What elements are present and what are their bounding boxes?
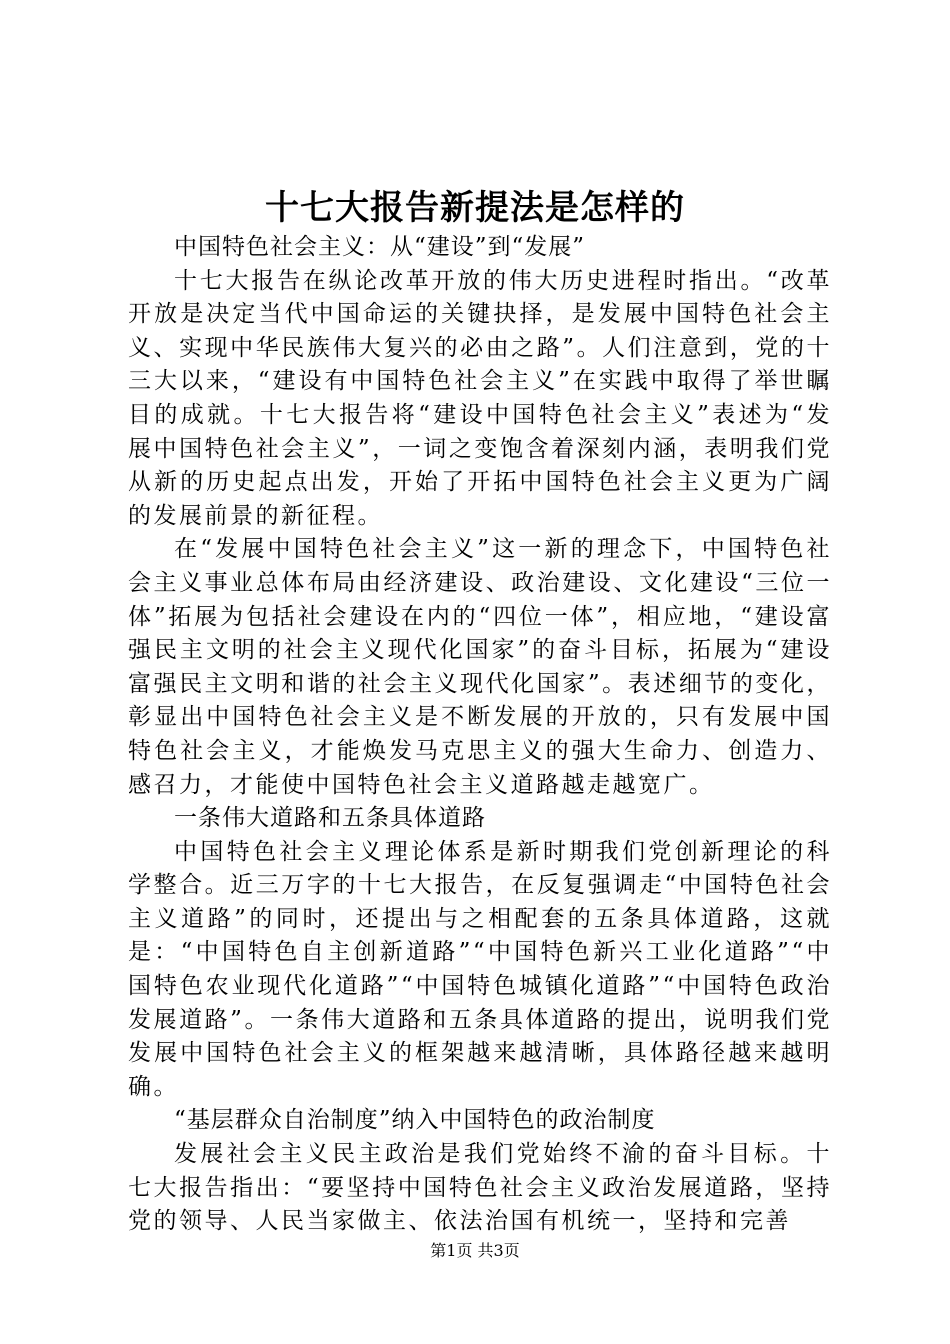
body-paragraph: 十七大报告在纵论改革开放的伟大历史进程时指出。“改革开放是决定当代中国命运的关键抉择，是发展中国特色社会主义、实现中华民族伟大复兴的必由之路”。人们注意到，党的十三大以来，“建设有中国特色社会主义”在实践中取得了举世瞩目的成就。十七大报告将“建设中国特色社会主义”表述为“发展中国特色社会主义”，一词之变饱含着深刻内涵，表明我们党从新的历史起点出发，开始了开拓中国特色社会主义更为广阔的发展前景的新征程。 <box>128 267 832 529</box>
document-body <box>128 231 832 1239</box>
body-paragraph: 在“发展中国特色社会主义”这一新的理念下，中国特色社会主义事业总体布局由经济建设、政治建设、文化建设“三位一体”拓展为包括社会建设在内的“四位一体”，相应地，“建设富强民主文明的社会主义现代化国家”的奋斗目标，拓展为“建设富强民主文明和谐的社会主义现代化国家”。表述细节的变化，彰显出中国特色社会主义是不断发展的开放的，只有发展中国特色社会主义，才能焕发马克思主义的强大生命力、创造力、感召力，才能使中国特色社会主义道路越走越宽广。 <box>128 536 832 798</box>
page-number: 第1页 共3页 <box>430 1241 520 1260</box>
body-paragraph: 发展社会主义民主政治是我们党始终不渝的奋斗目标。十七大报告指出：“要坚持中国特色社会主义政治发展道路，坚持党的领导、人民当家做主、依法治国有机统一，坚持和完善 <box>128 1141 832 1235</box>
section-heading: 一条伟大道路和五条具体道路 <box>174 805 486 832</box>
page-title: 十七大报告新提法是怎样的 <box>265 188 685 228</box>
section-heading: “基层群众自治制度”纳入中国特色的政治制度 <box>174 1107 656 1134</box>
section-heading: 中国特色社会主义：从“建设”到“发展” <box>174 234 586 260</box>
body-paragraph: 中国特色社会主义理论体系是新时期我们党创新理论的科学整合。近三万字的十七大报告，在反复强调走“中国特色社会主义道路”的同时，还提出与之相配套的五条具体道路，这就是：“中国特色自主创新道路”“中国特色新兴工业化道路”“中国特色农业现代化道路”“中国特色城镇化道路”“中国特色政治发展道路”。一条伟大道路和五条具体道路的提出，说明我们党发展中国特色社会主义的框架越来越清晰，具体路径越来越明确。 <box>128 838 832 1100</box>
